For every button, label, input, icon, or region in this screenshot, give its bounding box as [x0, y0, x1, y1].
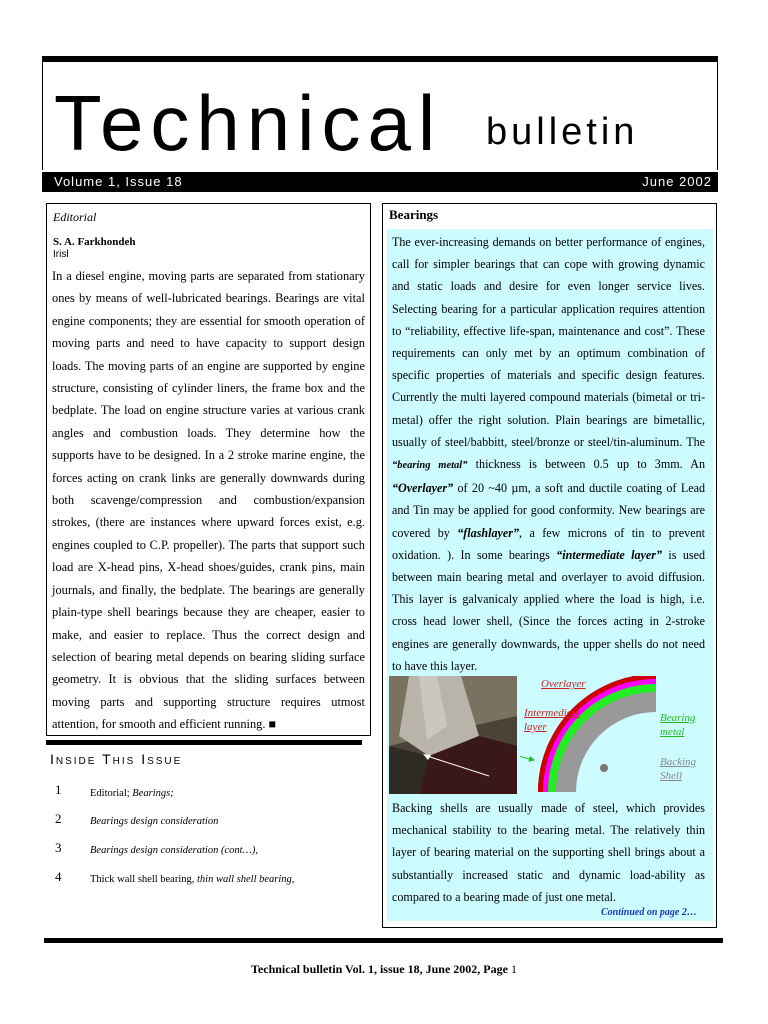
label-backing-shell	[660, 755, 696, 783]
diagram-dot	[600, 764, 608, 772]
term-flashlayer: “flashlayer”	[457, 525, 520, 540]
toc-number: 3	[55, 840, 62, 855]
editorial-body-text: In a diesel engine, moving parts are separated from stationary ones by means of well-lubricated bearings. Bearings are vital engine components; they are essential for smooth operation of moving parts and need to have capacity to support design loads. The moving parts of an engine are supported by engine structure, consisting of cylinder liners, the frame box and the bedplate. The load on engine structure varies at various crank angles and combustion loads. They determine how the supports have to be designed. In a 2 stroke marine engine, the forces acting on crank links are generally downwards during both scavenge/compression and combustion/expansion strokes, (there are instances where upward forces exist, e.g. engines coupled to C.P. propeller). The parts that support such load are X-head pins, X-head shoes/guides, crank pins, main journals, and finally, the bedplate. The bearings are generally plain-type shell bearings because they are cheaper, easier to make, and easier to replace. Thus the correct design and selection of bearing metal depends on bearing sliding surface geometry. It is obvious that the sliding surfaces between moving parts and supporting structure requires utmost attention, for smooth and efficient running.	[52, 269, 365, 732]
label-intermediate-line1: Intermediate	[524, 707, 581, 719]
toc-item-italic: thin wall shell bearing,	[194, 874, 295, 885]
bearings-paragraph-2: Backing shells are usually made of steel, which provides mechanical stability to the bearing metal. The relatively thin layer of bearing material on the supporting shell brings about a substantially increased static and dynamic load-ability as compared to a bearing made of just one metal.	[392, 801, 705, 904]
editorial-author: S. A. Farkhondeh	[53, 236, 136, 248]
inside-title: Inside This Issue	[50, 751, 183, 767]
toc-item[interactable]	[90, 845, 258, 856]
photo-pointer	[389, 676, 517, 794]
bearings-paragraph-1	[392, 231, 705, 677]
toc-number: 1	[55, 782, 62, 797]
toc-item-italic: Bearings design consideration (cont…),	[90, 845, 258, 856]
footer-text: Technical bulletin Vol. 1, issue 18, June 2002, Page	[251, 962, 511, 976]
toc-item-italic: Bearings design consideration	[90, 816, 219, 827]
end-mark: ■	[268, 717, 277, 732]
bearings-text: , a few microns of tin to prevent oxidation. ). In some bearings	[392, 525, 705, 562]
toc-item[interactable]	[90, 816, 218, 827]
bearings-text: of 20 ~40 µm, a soft and ductile coating of Lead and Tin may be applied for good conformity. New bearings are covered by	[392, 481, 705, 540]
label-bearing-line1: Bearing	[660, 712, 696, 724]
inside-rule	[46, 740, 362, 745]
pointer-line	[427, 756, 489, 776]
page-number: 1	[510, 962, 517, 976]
bearings-text: thickness is between 0.5 up to 3mm. An	[467, 457, 705, 472]
bulletin-subtitle: bulletin	[486, 111, 639, 153]
pointer-head	[423, 754, 431, 760]
footer-rule	[44, 938, 723, 943]
bearings-title: Bearings	[389, 207, 439, 222]
toc-item[interactable]	[90, 874, 294, 885]
label-intermediate	[524, 706, 580, 734]
diagram-arrow-green	[520, 738, 534, 760]
volume-bar	[42, 172, 718, 192]
label-bearing-metal	[660, 711, 695, 739]
toc-item[interactable]	[90, 788, 174, 799]
toc-number: 4	[55, 869, 62, 884]
label-backing-line2: Shell	[660, 770, 682, 782]
bearings-text: is used between main bearing metal and overlayer to avoid diffusion. This layer is galvanicaly applied where the load is high, i.e. cross head lower shell, (Since the forces acting in 2-stroke engines are generally downwards, the upper shells do not need to have this layer.	[392, 547, 705, 673]
bearings-text: The ever-increasing demands on better performance of engines, call for simpler bearings that can cope with growing dynamic and static loads and desire for even longer service lives. Selecting bearing for a particular application requires attention to “reliability, effective life-span, maintenance and cost”. These requirements can only met by an optimum combination of specific properties of materials and specific design features. Currently the multi layered compound materials (bimetal or tri-metal) offer the right solution. Plain bearings are bimetallic, usually of steel/babbitt, steel/bronze or steel/tin-aluminum. The	[392, 235, 705, 449]
label-bearing-line2: metal	[660, 726, 685, 738]
editorial-affiliation: Irisl	[53, 249, 69, 260]
term-overlayer: “Overlayer”	[392, 481, 454, 496]
footer	[0, 962, 768, 977]
toc-item-plain: Thick wall shell bearing,	[90, 874, 195, 885]
bulletin-title: Technical	[54, 79, 443, 167]
term-intermediate-layer: “intermediate layer”	[556, 547, 663, 562]
issue-date: June 2002	[642, 174, 712, 189]
label-overlayer: Overlayer	[541, 678, 586, 690]
label-intermediate-line2: layer	[524, 721, 547, 733]
editorial-body	[52, 265, 365, 736]
label-backing-line1: Backing	[660, 756, 697, 768]
toc-number: 2	[55, 811, 62, 826]
volume-issue: Volume 1, Issue 18	[54, 174, 183, 189]
toc-item-italic: Bearings;	[129, 788, 174, 799]
toc-item-plain: Editorial;	[90, 788, 130, 799]
editorial-label: Editorial	[53, 210, 97, 224]
continued-link[interactable]: Continued on page 2…	[601, 907, 697, 918]
term-bearing-metal: “bearing metal”	[392, 460, 468, 472]
